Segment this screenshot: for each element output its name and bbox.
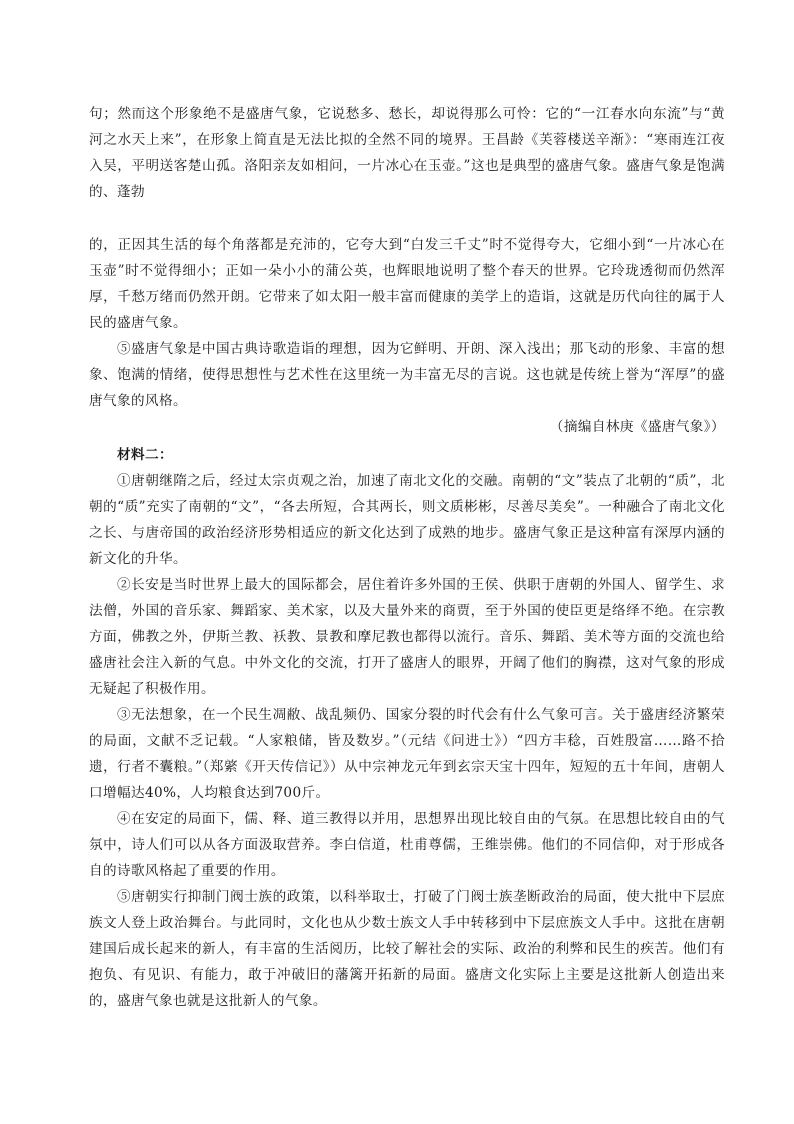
material2-paragraph-2: ②长安是当时世界上最大的国际都会，居住着许多外国的王侯、供职于唐朝的外国人、留学生、求法僧，外国的音乐家、舞蹈家、美术家，以及大量外来的商贾，至于外国的使臣更是络绎不绝。在宗教方面，佛教之外，伊斯兰教、袄教、景教和摩尼教也都得以流行。音乐、舞蹈、美术等方面的交流也给盛唐社会注入新的气息。中外文化的交流，打开了盛唐人的眼界，开阔了他们的胸襟，这对气象的形成无疑起了积极作用。: [89, 577, 725, 697]
source-citation: （摘编自林庚《盛唐气象》）: [549, 419, 725, 435]
material2-paragraph-4: ④在安定的局面下，儒、释、道三教得以并用，思想界出现比较自由的气氛。在思想比较自由的气氛中，诗人们可以从各方面汲取营养。李白信道，杜甫尊儒，王维崇佛。他们的不同信仰，对于形成各自的诗歌风格起了重要的作用。: [89, 811, 725, 879]
material1-paragraph-5: ⑤盛唐气象是中国古典诗歌造诣的理想，因为它鲜明、开朗、深入浅出；那飞动的形象、丰富的想象、饱满的情绪，使得思想性与艺术性在这里统一为丰富无尽的言说。这也就是传统上誉为“浑厚”的盛唐气象的风格。: [89, 341, 725, 409]
material2-paragraph-1: ①唐朝继隋之后，经过太宗贞观之治，加速了南北文化的交融。南朝的“文”装点了北朝的“质”，北朝的“质”充实了南朝的“文”，“各去所短，合其两长，则文质彬彬，尽善尽美矣”。一种融合了南北文化之长、与唐帝国的政治经济形势相适应的新文化达到了成熟的地步。盛唐气象正是这种富有深厚内涵的新文化的升华。: [89, 473, 725, 567]
material2-paragraph-5: ⑤唐朝实行抑制门阀士族的政策，以科举取士，打破了门阀士族垄断政治的局面，使大批中下层庶族文人登上政治舞台。与此同时，文化也从少数士族文人手中转移到中下层庶族文人手中。这批在唐朝建国后成长起来的新人，有丰富的生活阅历，比较了解社会的实际、政治的利弊和民生的疾苦。他们有抱负、有见识、有能力，敢于冲破旧的藩篱开拓新的局面。盛唐文化实际上主要是这批新人创造出来的，盛唐气象也就是这批新人的气象。: [89, 889, 725, 1009]
material2-heading: 材料二：: [117, 447, 173, 463]
material1-paragraph-continued-2: 的，正因其生活的每个角落都是充沛的，它夸大到“白发三千丈”时不觉得夸大，它细小到“一片冰心在玉壶”时不觉得细小；正如一朵小小的蒲公英，也辉眼地说明了整个春天的世界。它玲珑透彻而仍然浑厚，千愁万绪而仍然开朗。它带来了如太阳一般丰富而健康的美学上的造诣，这就是历代向往的属于人民的盛唐气象。: [89, 237, 725, 331]
material1-paragraph-continued: 句；然而这个形象绝不是盛唐气象，它说愁多、愁长，却说得那么可怜：它的“一江春水向东流”与“黄河之水天上来”，在形象上简直是无法比拟的全然不同的境界。王昌龄《芙蓉楼送辛渐》：“寒雨连江夜入吴，平明送客楚山孤。洛阳亲友如相问，一片冰心在玉壶。”这也是典型的盛唐气象。盛唐气象是饱满的、蓬勃: [89, 106, 725, 200]
material2-paragraph-3: ③无法想象，在一个民生凋敝、战乱频仍、国家分裂的时代会有什么气象可言。关于盛唐经济繁荣的局面，文献不乏记载。“人家粮储，皆及数岁。”（元结《问进士》）“四方丰稔，百姓殷富……路不拾遗，行者不囊粮。”（郑綮《开天传信记》）从中宗神龙元年到玄宗天宝十四年，短短的五十年间，唐朝人口增幅达40%，人均粮食达到700斤。: [89, 707, 725, 801]
